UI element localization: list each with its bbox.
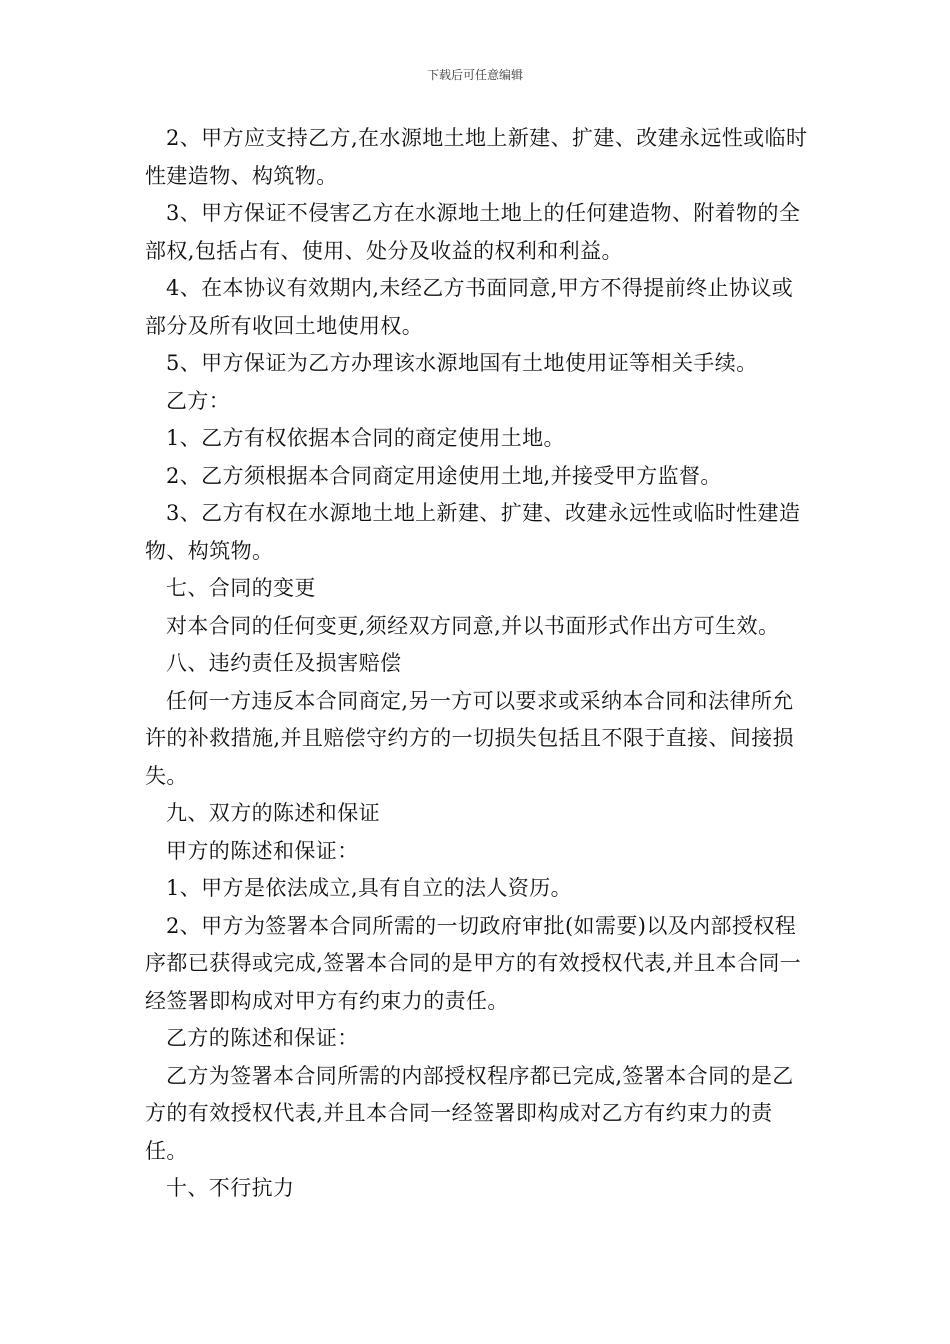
clause-paragraph: 对本合同的任何变更,须经双方同意,并以书面形式作出方可生效。 [166, 613, 780, 638]
document-body [145, 120, 810, 1208]
section-heading: 八、违约责任及损害赔偿 [166, 651, 402, 675]
clause-paragraph: 1、乙方有权依据本合同的商定使用土地。 [166, 426, 565, 450]
section-label: 乙方的陈述和保证： [166, 1026, 359, 1050]
clause-paragraph: 1、甲方是依法成立,具有自立的法人资历。 [166, 876, 573, 900]
clause-paragraph: 2、甲方为签署本合同所需的一切政府审批(如需要)以及内部授权程序都已获得或完成,签署本合同的是甲方的有效授权代表,并且本合同一经签署即构成对甲方有约束力的责任。 [145, 913, 802, 1013]
clause-paragraph: 3、甲方保证不侵害乙方在水源地土地上的任何建造物、附着物的全部权,包括占有、使用、处分及收益的权利和利益。 [145, 201, 801, 263]
clause-paragraph: 2、乙方须根据本合同商定用途使用土地,并接受甲方监督。 [166, 463, 722, 488]
section-heading: 十、不行抗力 [166, 1176, 295, 1200]
clause-paragraph: 5、甲方保证为乙方办理该水源地国有土地使用证等相关手续。 [166, 351, 758, 375]
section-label: 乙方： [166, 388, 231, 413]
clause-paragraph: 2、甲方应支持乙方,在水源地土地上新建、扩建、改建永远性或临时性建造物、构筑物。 [145, 126, 808, 188]
section-heading: 九、双方的陈述和保证 [166, 801, 380, 825]
clause-paragraph: 任何一方违反本合同商定,另一方可以要求或采纳本合同和法律所允许的补救措施,并且赔偿守约方的一切损失包括且不限于直接、间接损失。 [145, 688, 795, 788]
section-label: 甲方的陈述和保证： [166, 838, 359, 863]
section-heading: 七、合同的变更 [166, 576, 316, 600]
clause-paragraph: 乙方为签署本合同所需的内部授权程序都已完成,签署本合同的是乙方的有效授权代表,并且本合同一经签署即构成对乙方有约束力的责任。 [145, 1063, 794, 1163]
clause-paragraph: 4、在本协议有效期内,未经乙方书面同意,甲方不得提前终止协议或部分及所有收回土地使用权。 [145, 276, 794, 338]
page-header: 下载后可任意编辑 [426, 68, 523, 82]
clause-paragraph: 3、乙方有权在水源地土地上新建、扩建、改建永远性或临时性建造物、构筑物。 [145, 501, 801, 563]
